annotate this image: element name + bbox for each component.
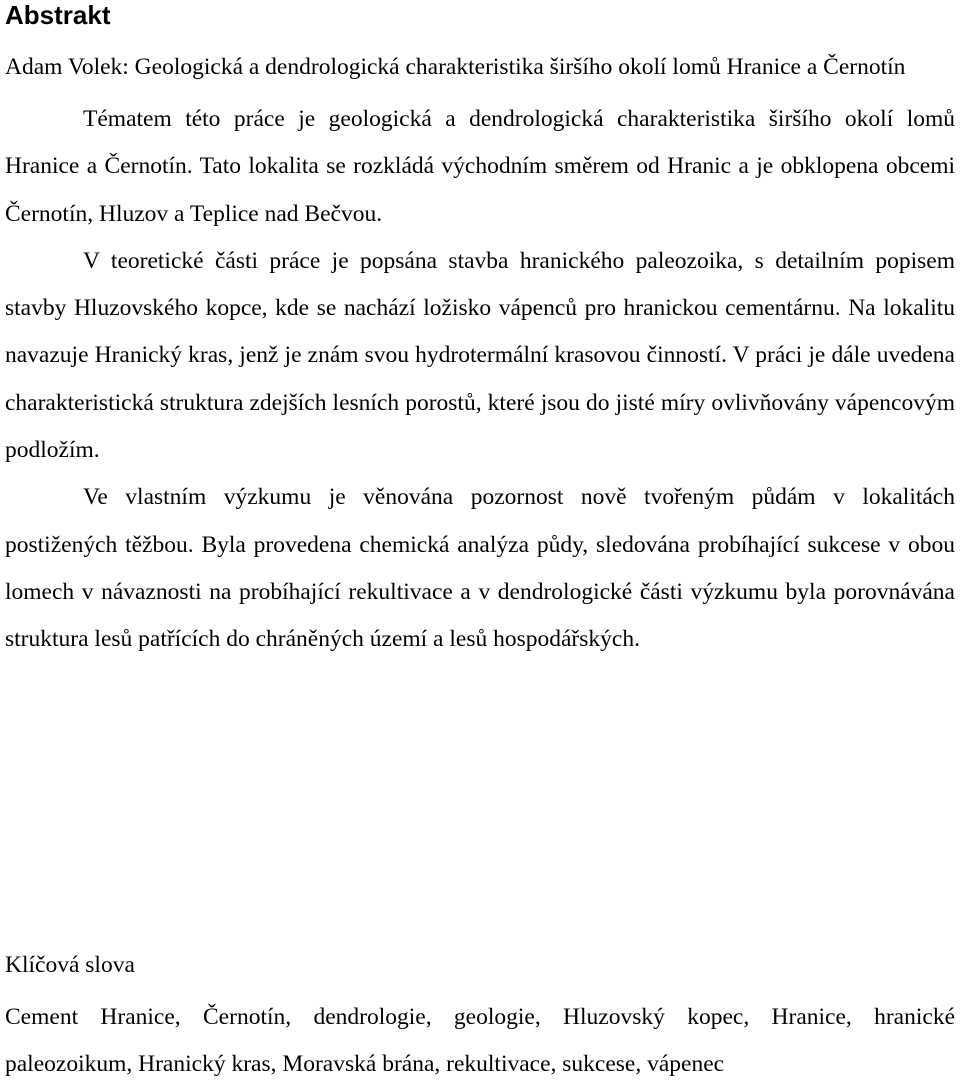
author-title-line: Adam Volek: Geologická a dendrologická charakteristika širšího okolí lomů Hranice a Černotín (5, 54, 906, 80)
abstract-paragraph-3: Ve vlastním výzkumu je věnována pozornost nově tvořeným půdám v lokalitách postižených těžbou. Byla provedena chemická analýza půdy, sledována probíhající sukcese v obou lomech v návaznosti na probíhající rekultivace a v dendrologické části výzkumu byla porovnávána struktura lesů patřících do chráněných území a lesů hospodářských. (5, 484, 955, 653)
page-title: Abstrakt (5, 0, 111, 30)
abstract-page (5, 0, 955, 664)
abstract-paragraph-2: V teoretické části práce je popsána stavba hranického paleozoika, s detailním popisem stavby Hluzovského kopce, kde se nachází ložisko vápenců pro hranickou cementárnu. Na lokalitu navazuje Hranický kras, jenž je znám svou hydrotermální krasovou činností. V práci je dále uvedena charakteristická struktura zdejších lesních porostů, které jsou do jisté míry ovlivňovány vápencovým podložím. (5, 247, 955, 464)
abstract-paragraph-1: Tématem této práce je geologická a dendrologická charakteristika širšího okolí lomů Hranice a Černotín. Tato lokalita se rozkládá východním směrem od Hranic a je obklopena obcemi Černotín, Hluzov a Teplice nad Bečvou. (5, 106, 955, 227)
keywords-heading: Klíčová slova (5, 952, 135, 978)
keywords-list: Cement Hranice, Černotín, dendrologie, geologie, Hluzovský kopec, Hranice, hranické paleozoikum, Hranický kras, Moravská brána, rekultivace, sukcese, vápenec (5, 1004, 955, 1077)
